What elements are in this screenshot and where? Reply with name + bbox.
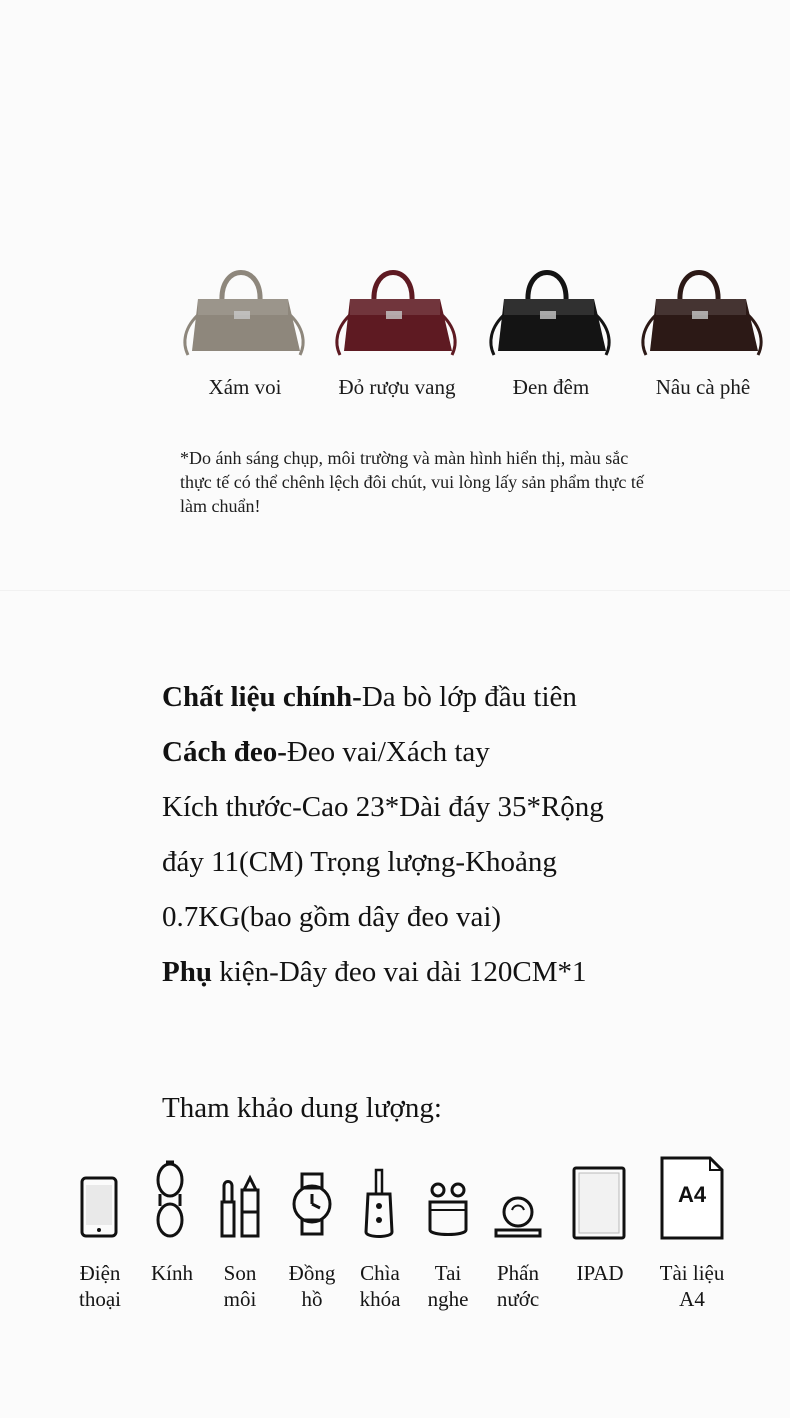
tablet-icon (560, 1150, 640, 1250)
capacity-item-label: Chìa khóa (359, 1261, 401, 1311)
bag-color-option-black[interactable] (476, 255, 626, 405)
capacity-item-label: Tài liệu A4 (659, 1261, 725, 1311)
bag-color-option-grey[interactable] (170, 255, 320, 405)
bag-color-option-wine-red[interactable] (322, 255, 472, 405)
capacity-item-label: Phấn nước (496, 1261, 540, 1311)
capacity-item-label: Kính (151, 1261, 193, 1285)
capacity-title: Tham khảo dung lượng: (162, 1092, 442, 1124)
capacity-item-phone (60, 1150, 140, 1315)
spec-weight-line: 0.7KG(bao gồm dây đeo vai) (162, 901, 502, 933)
capacity-item-tablet (560, 1150, 640, 1315)
bag-color-option-coffee-brown[interactable] (628, 255, 778, 405)
spec-label: Chất liệu chính- (162, 681, 362, 713)
capacity-item-label: Tai nghe (427, 1261, 469, 1311)
spec-value: Đeo vai/Xách tay (286, 736, 490, 768)
section-divider (0, 590, 790, 591)
capacity-items (60, 1150, 760, 1320)
spec-material (162, 670, 722, 725)
capacity-item-label: Đồng hồ (288, 1261, 336, 1311)
bag-color-label: Nâu cà phê (655, 375, 751, 399)
spec-size-line: Kích thước-Cao 23*Dài đáy 35*Rộng (162, 791, 604, 823)
capacity-item-a4-document (652, 1150, 732, 1315)
capacity-item-label: Điện thoại (79, 1261, 121, 1311)
bag-color-label: Đen đêm (512, 375, 590, 399)
a4-document-icon (652, 1150, 732, 1250)
bag-color-label: Xám voi (208, 375, 282, 399)
capacity-item-label: IPAD (576, 1261, 624, 1285)
handbag-image (476, 255, 626, 365)
product-specs (162, 670, 722, 1000)
spec-value: kiện-Dây đeo vai dài 120CM*1 (211, 956, 587, 988)
spec-size-weight-line: đáy 11(CM) Trọng lượng-Khoảng (162, 846, 557, 878)
compact-powder-icon (478, 1150, 558, 1250)
lipstick-icon (200, 1150, 280, 1250)
color-disclaimer-note: *Do ánh sáng chụp, môi trường và màn hình hiển thị, màu sắc thực tế có thể chênh lệch đôi chút, vui lòng lấy sản phẩm thực tế làm chuẩn! (180, 448, 644, 516)
capacity-item-label: Son môi (223, 1261, 257, 1311)
handbag-image (170, 255, 320, 365)
handbag-image (628, 255, 778, 365)
spec-label: Cách đeo- (162, 736, 287, 768)
spec-value: Da bò lớp đầu tiên (361, 681, 577, 713)
color-options (170, 255, 782, 405)
capacity-item-compact-powder (478, 1150, 558, 1315)
handbag-image (322, 255, 472, 365)
spec-accessories (162, 945, 722, 1000)
spec-label: Phụ (162, 956, 212, 988)
phone-icon (60, 1150, 140, 1250)
spec-carry-style (162, 725, 722, 780)
a4-badge-text: A4 (677, 1182, 707, 1207)
bag-color-label: Đỏ rượu vang (338, 375, 456, 399)
earbuds-icon (408, 1150, 488, 1250)
